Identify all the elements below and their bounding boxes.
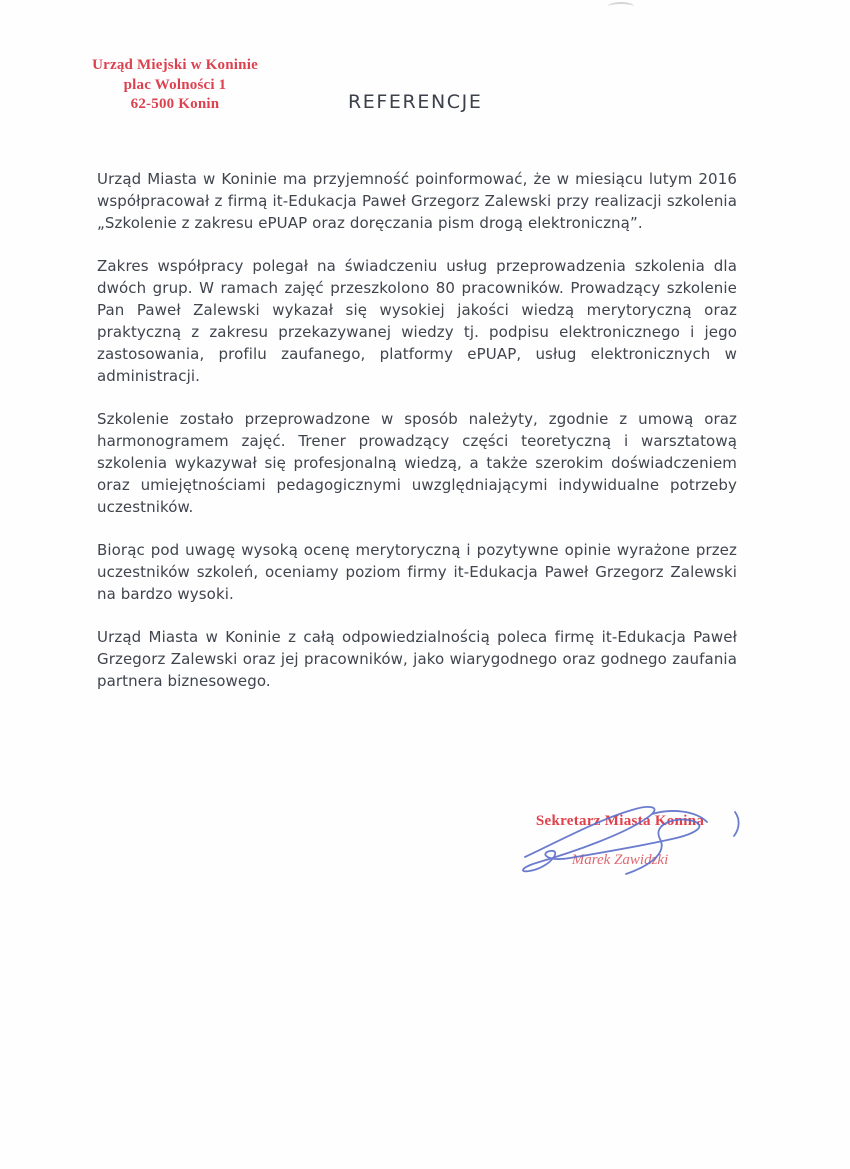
stamp-street: plac Wolności 1 [123, 76, 227, 93]
paragraph-recommendation: Urząd Miasta w Koninie z całą odpowiedzialnością poleca firmę it-Edukacja Paweł Grzegorz Zalewski oraz jej pracowników, jako wiarygodnego oraz godnego zaufania partnera biznesowego. [97, 628, 737, 690]
stamp-org-name: Urząd Miejski w Koninie [92, 57, 258, 73]
office-address-stamp [83, 56, 267, 115]
handwritten-signature-icon [500, 795, 760, 900]
paragraph-intro: Urząd Miasta w Koninie ma przyjemność poinformować, że w miesiącu lutym 2016 współpracował z firmą it-Edukacja Paweł Grzegorz Zalewski przy realizacji szkolenia „Szkolenie z zakresu ePUAP oraz doręczania pism drogą elektroniczną”. [97, 170, 737, 232]
page-title: REFERENCJE [348, 91, 483, 113]
scan-artifact-mark [608, 2, 634, 11]
paragraph-scope: Zakres współpracy polegał na świadczeniu usług przeprowadzenia szkolenia dla dwóch grup. W ramach zajęć przeszkolono 80 pracowników. Prowadzący szkolenie Pan Paweł Zalewski wykazał się wysokiej jakości wiedzą merytoryczną oraz praktyczną z zakresu przekazywanej wiedzy tj. podpisu elektronicznego i jego zastosowania, profilu zaufanego, platformy ePUAP, usług elektronicznych w administracji. [97, 257, 737, 385]
signatory-name-stamp: Marek Zawidzki [571, 852, 669, 868]
signatory-role-stamp: Sekretarz Miasta Konina [535, 813, 705, 829]
stamp-city: 62-500 Konin [130, 96, 220, 112]
paragraph-quality: Szkolenie zostało przeprowadzone w sposób należyty, zgodnie z umową oraz harmonogramem zajęć. Trener prowadzący części teoretyczną i warsztatową szkolenia wykazywał się profesjonalną wiedzą, a także szerokim doświadczeniem oraz umiejętnościami pedagogicznymi uwzględniającymi indywidualne potrzeby uczestników. [97, 410, 737, 516]
letter-body [97, 168, 737, 713]
signature-block [500, 795, 760, 900]
paragraph-opinion: Biorąc pod uwagę wysoką ocenę merytoryczną i pozytywne opinie wyrażone przez uczestników szkoleń, oceniamy poziom firmy it-Edukacja Paweł Grzegorz Zalewski na bardzo wysoki. [97, 541, 737, 603]
